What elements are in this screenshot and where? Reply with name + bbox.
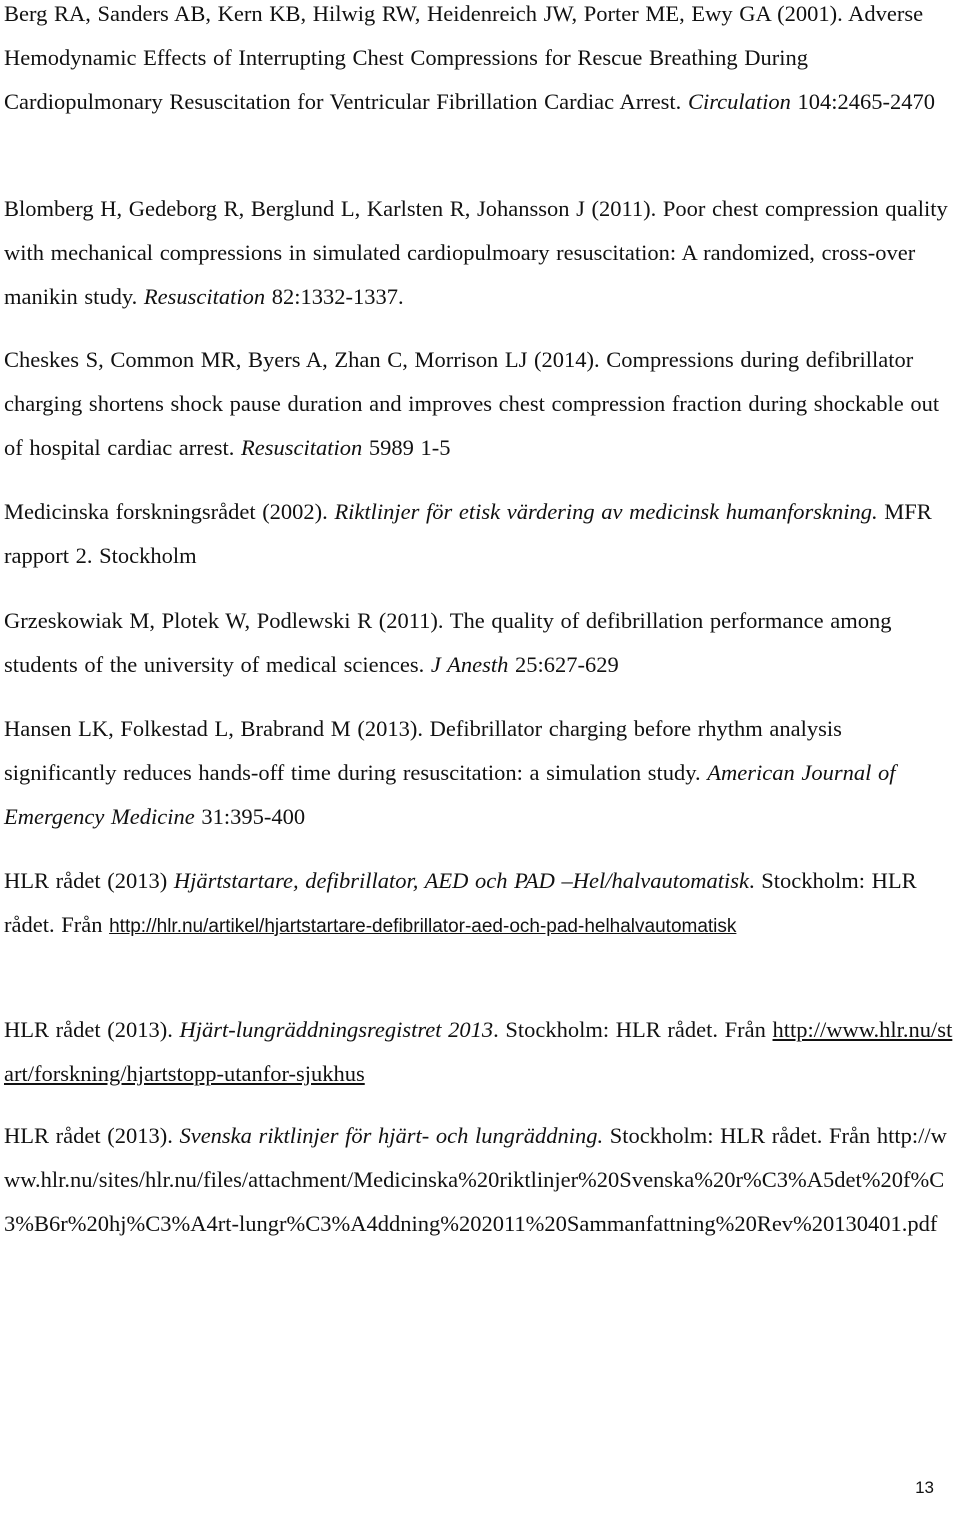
reference-hlr-hjartstartare: HLR rådet (2013) Hjärtstartare, defibrillator, AED och PAD –Hel/halvautomatisk. Stockholm: HLR rådet. Från http://hlr.nu/artikel/hjartstartare-defibrillator-aed-och-pad-helhalvautomatisk bbox=[4, 868, 917, 937]
reference-details: 31:395-400 bbox=[201, 804, 306, 829]
reference-cheskes bbox=[4, 338, 954, 470]
reference-journal: Circulation bbox=[687, 89, 791, 114]
reference-authors: Medicinska forskningsrådet (2002). bbox=[4, 499, 328, 524]
reference-title: Poor chest compression quality with mechanical compressions in simulated cardiopulmoary resuscitation: A randomized, cross-over manikin study. bbox=[4, 196, 948, 309]
reference-url-text: http://www.hlr.nu/sites/hlr.nu/files/attachment/Medicinska%20riktlinjer%20Svenska%20r%C3%A5det%20f%C3%B6r%20hj%C3%A4rt-lungr%C3%A4ddning%202011%20Sammanfattning%20Rev%20130401.pdf bbox=[4, 1123, 947, 1236]
reference-title: Svenska riktlinjer för hjärt- och lungräddning. bbox=[179, 1123, 604, 1148]
reference-details: 104:2465-2470 bbox=[797, 89, 935, 114]
reference-title: The quality of defibrillation performance among students of the university of medical sciences. bbox=[4, 608, 892, 677]
reference-url-link[interactable]: http://www.hlr.nu/start/forskning/hjartstopp-utanfor-sjukhus bbox=[4, 1017, 953, 1086]
reference-authors: Cheskes S, Common MR, Byers A, Zhan C, Morrison LJ (2014). bbox=[4, 347, 600, 372]
reference-details: Stockholm: HLR rådet. Från bbox=[609, 1123, 871, 1148]
reference-authors: HLR rådet (2013) bbox=[4, 868, 168, 893]
reference-details: Stockholm: HLR rådet. Från bbox=[4, 868, 917, 937]
reference-authors: Hansen LK, Folkestad L, Brabrand M (2013). bbox=[4, 716, 424, 741]
reference-medicinska bbox=[4, 490, 954, 578]
reference-journal: J Anesth bbox=[430, 652, 509, 677]
reference-authors: HLR rådet (2013). bbox=[4, 1017, 173, 1042]
reference-title: Hjärtstartare, defibrillator, AED och PAD –Hel/halvautomatisk bbox=[173, 868, 750, 893]
reference-authors: Blomberg H, Gedeborg R, Berglund L, Karlsten R, Johansson J (2011). bbox=[4, 196, 657, 221]
reference-title: Hjärt-lungräddningsregistret 2013 bbox=[179, 1017, 494, 1042]
reference-title: Riktlinjer för etisk värdering av medicinsk humanforskning. bbox=[334, 499, 878, 524]
reference-details: 25:627-629 bbox=[514, 652, 619, 677]
reference-authors: Berg RA, Sanders AB, Kern KB, Hilwig RW, Heidenreich JW, Porter ME, Ewy GA (2001). bbox=[4, 1, 843, 26]
reference-journal: Resuscitation bbox=[241, 435, 363, 460]
reference-details: Stockholm: HLR rådet. Från bbox=[505, 1017, 766, 1042]
reference-grzeskowiak bbox=[4, 599, 954, 687]
reference-hlr-registret: HLR rådet (2013). Hjärt-lungräddningsregistret 2013. Stockholm: HLR rådet. Från http://www.hlr.nu/start/forskning/hjartstopp-utanfor-sjukhus bbox=[4, 1017, 953, 1086]
reference-title: Defibrillator charging before rhythm analysis significantly reduces hands-off time during resuscitation: a simulation study. bbox=[4, 716, 842, 785]
page-number: 13 bbox=[915, 1478, 934, 1497]
reference-blomberg bbox=[4, 187, 954, 319]
reference-hansen bbox=[4, 707, 954, 839]
reference-berg bbox=[4, 0, 954, 124]
reference-authors: Grzeskowiak M, Plotek W, Podlewski R (2011). bbox=[4, 608, 444, 633]
reference-title: Compressions during defibrillator charging shortens shock pause duration and improves chest compression fraction during shockable out of hospital cardiac arrest. bbox=[4, 347, 940, 460]
reference-details: 82:1332-1337. bbox=[271, 284, 404, 309]
reference-authors: HLR rådet (2013). bbox=[4, 1123, 173, 1148]
reference-journal: American Journal of Emergency Medicine bbox=[4, 760, 896, 829]
reference-details: 5989 1-5 bbox=[368, 435, 451, 460]
reference-url-link[interactable]: http://hlr.nu/artikel/hjartstartare-defibrillator-aed-och-pad-helhalvautomatisk bbox=[109, 916, 737, 937]
reference-hlr-riktlinjer bbox=[4, 1114, 954, 1246]
reference-journal: Resuscitation bbox=[143, 284, 266, 309]
reference-title: Adverse Hemodynamic Effects of Interrupting Chest Compressions for Rescue Breathing During Cardiopulmonary Resuscitation for Ventricular Fibrillation Cardiac Arrest. bbox=[4, 1, 924, 114]
reference-details: MFR rapport 2. Stockholm bbox=[4, 499, 932, 568]
